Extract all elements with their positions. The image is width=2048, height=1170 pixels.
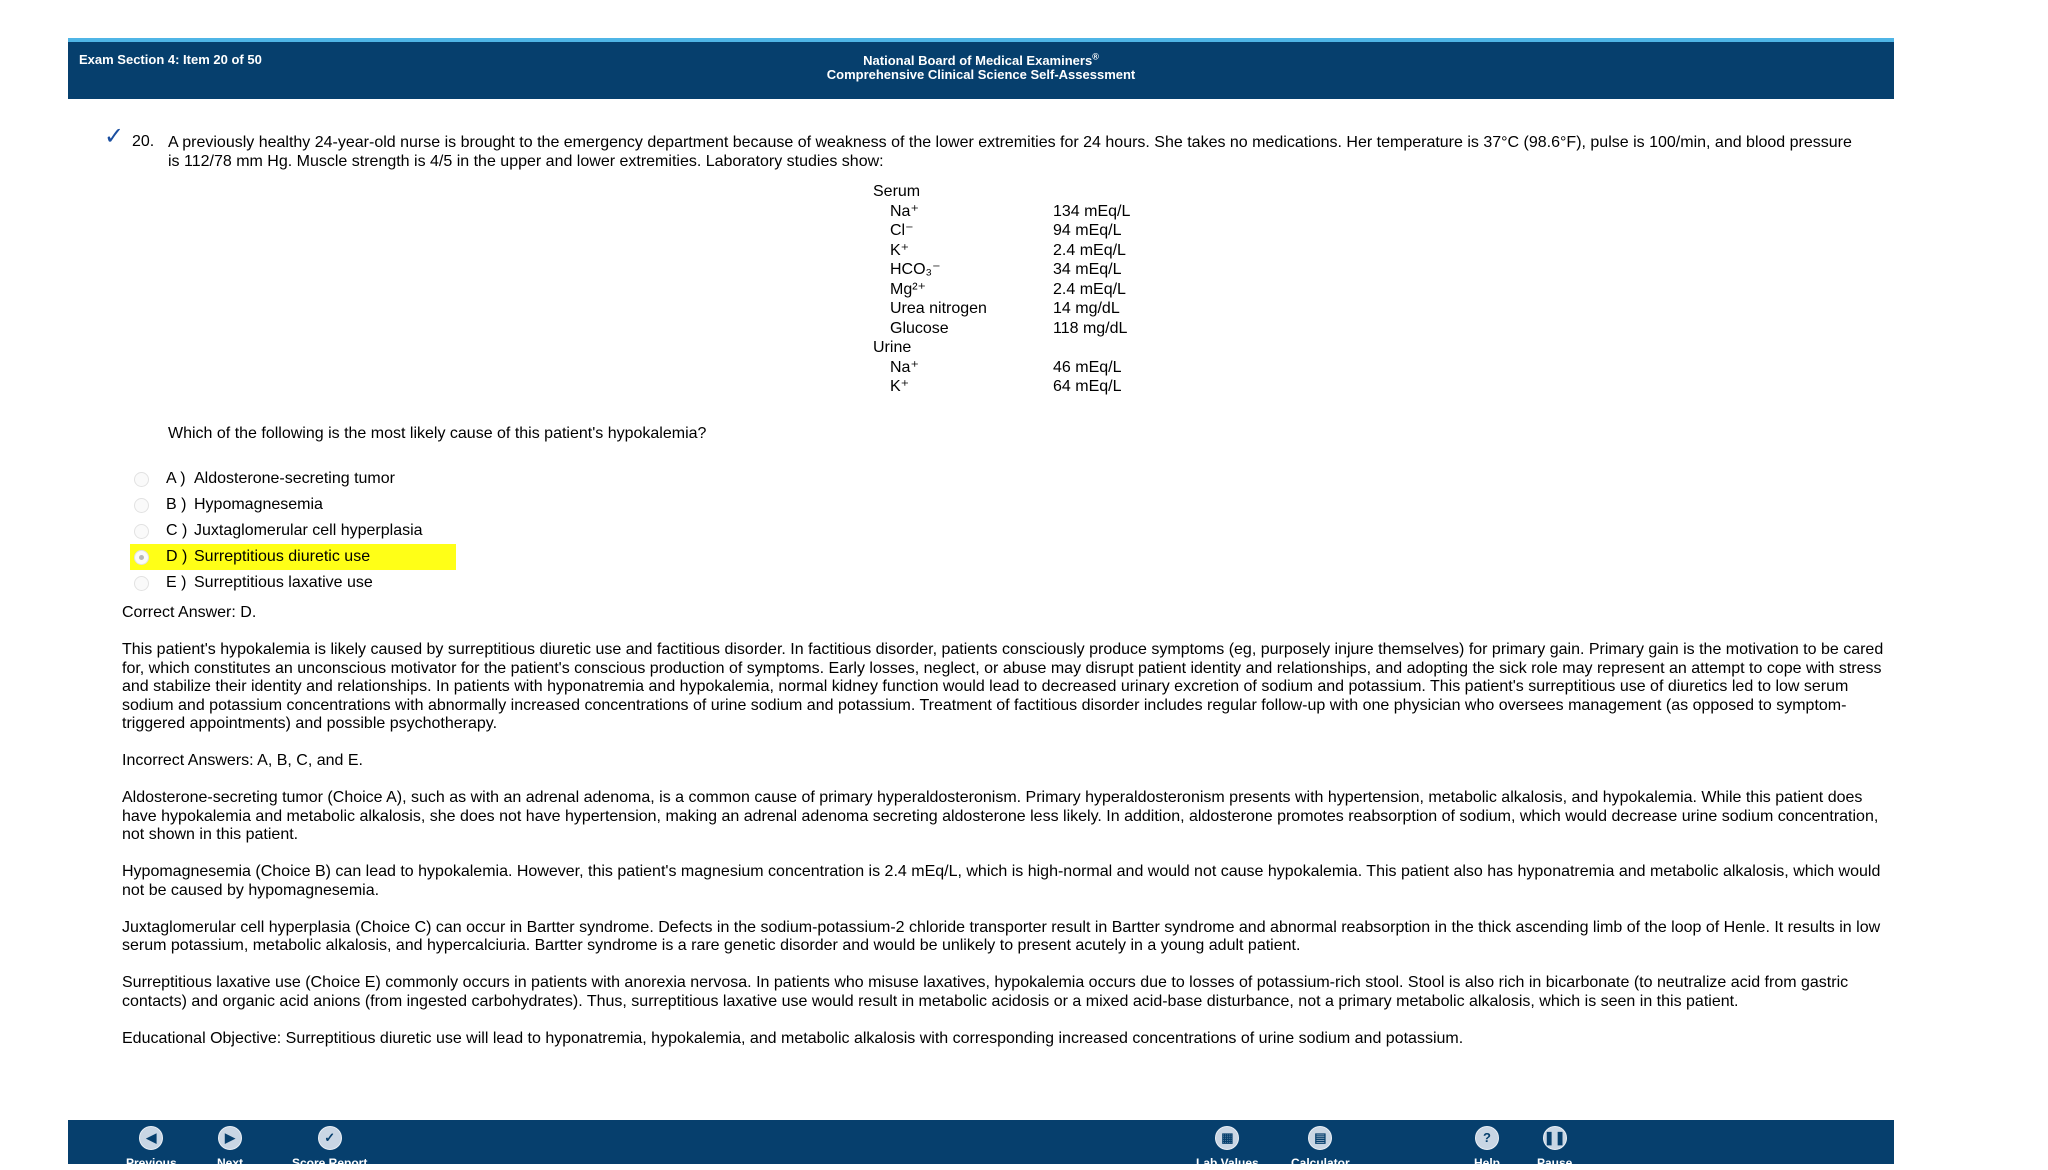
explanation-choice-e: Surreptitious laxative use (Choice E) commonly occurs in patients with anorexia nervosa. In patients who misuse laxatives, hypokalemia occurs due to losses of potassium-rich stool. Stool is also rich in bicarbonate (to neutralize acid from gastric contacts) and organic acid anions (from ingested carbohydrates). Thus, surreptitious laxative use would result in metabolic acidosis or a mixed acid-base disturbance, not a primary metabolic alkalosis, which is seen in this patient. bbox=[122, 974, 1849, 1010]
question-prompt: Which of the following is the most likely cause of this patient's hypokalemia? bbox=[168, 425, 707, 442]
explanation-choice-c: Juxtaglomerular cell hyperplasia (Choice C) can occur in Bartter syndrome. Defects in the sodium-potassium-2 chloride transporter result in Bartter syndrome and abnormal reabsorption in the thick ascending limb of the loop of Henle. It results in low serum potassium, metabolic alkalosis, and hypercalciuria. Bartter syndrome is a rare genetic disorder and would be unlikely to present acutely in a young adult patient. bbox=[122, 918, 1881, 954]
pause-icon: ❚❚ bbox=[1543, 1126, 1567, 1150]
explanation bbox=[122, 604, 1890, 1067]
help-button[interactable]: ? Help bbox=[1474, 1126, 1500, 1170]
lab-flask-icon: ▦ bbox=[1215, 1126, 1239, 1150]
radio-button[interactable] bbox=[134, 524, 149, 539]
explanation-choice-b: Hypomagnesemia (Choice B) can lead to hypokalemia. However, this patient's magnesium concentration is 2.4 mEq/L, which is high-normal and would not cause hypokalemia. This patient also has hyponatremia and metabolic alkalosis, which would not be caused by hypomagnesemia. bbox=[122, 863, 1881, 899]
question-icon: ? bbox=[1475, 1126, 1499, 1150]
lab-group-serum: Serum bbox=[873, 183, 921, 200]
question-stem: A previously healthy 24-year-old nurse is brought to the emergency department because of weakness of the lower extremities for 24 hours. She takes no medications. Her temperature is 37°C (98.6°F), pulse is 100/min, and blood pressure is 112/78 mm Hg. Muscle strength is 4/5 in the upper and lower extremities. Laboratory studies show: bbox=[168, 134, 1852, 170]
previous-button[interactable]: ◀ Previous bbox=[126, 1126, 177, 1170]
radio-button[interactable] bbox=[134, 576, 149, 591]
answer-option-e[interactable]: E ) Surreptitious laxative use bbox=[130, 570, 456, 596]
radio-button-selected[interactable] bbox=[134, 550, 149, 565]
correct-answer: Correct Answer: D. bbox=[122, 604, 257, 621]
exam-header bbox=[68, 38, 1894, 99]
answered-check-icon: ✓ bbox=[104, 123, 125, 150]
org-name: National Board of Medical Examiners bbox=[863, 53, 1093, 68]
educational-objective: Educational Objective: Surreptitious diuretic use will lead to hyponatremia, hypokalemia, and metabolic alkalosis with corresponding increased concentrations of urine sodium and potassium. bbox=[122, 1029, 1464, 1047]
explanation-choice-a: Aldosterone-secreting tumor (Choice A), such as with an adrenal adenoma, is a common cause of primary hyperaldosteronism. Primary hyperaldosteronism presents with hypertension, metabolic alkalosis, and hypokalemia. While this patient does have hypokalemia and metabolic alkalosis, she does not have hypertension, making an adrenal adenoma secreting aldosterone less likely. In addition, aldosterone promotes reabsorption of sodium, which would decrease urine sodium concentration, not shown in this patient. bbox=[122, 789, 1879, 843]
answer-option-c[interactable]: C ) Juxtaglomerular cell hyperplasia bbox=[130, 518, 456, 544]
answer-option-b[interactable]: B ) Hypomagnesemia bbox=[130, 492, 456, 518]
exam-title bbox=[68, 51, 1894, 82]
answer-options bbox=[130, 466, 456, 596]
pause-button[interactable]: ❚❚ Pause bbox=[1537, 1126, 1572, 1170]
calculator-icon: ▤ bbox=[1308, 1126, 1332, 1150]
registered-mark: ® bbox=[1092, 51, 1099, 62]
chevron-right-icon: ▶ bbox=[218, 1126, 242, 1150]
check-circle-icon: ✓ bbox=[318, 1126, 342, 1150]
lab-values-button[interactable]: ▦ Lab Values bbox=[1196, 1126, 1259, 1170]
score-report-button[interactable]: ✓ Score Report bbox=[292, 1126, 367, 1170]
question-number: 20. bbox=[132, 133, 155, 150]
explanation-paragraph: This patient's hypokalemia is likely caused by surreptitious diuretic use and factitious disorder. In factitious disorder, patients consciously produce symptoms (eg, purposely injure themselves) for primary gain. Primary gain is the motivation to be cared for, which constitutes an unconscious motivator for the patient's conscious production of symptoms. Early losses, neglect, or abuse may disrupt patient identity and relationships, and adopting the sick role may represent an attempt to cope with stress and stabilize their identity and relationships. In patients with hyponatremia and hypokalemia, normal kidney function would lead to decreased urinary excretion of sodium and potassium. This patient's surreptitious use of diuretics led to low serum sodium and potassium concentrations with abnormally increased concentrations of urine sodium and potassium. Treatment of factitious disorder includes regular follow-up with one physician who oversees management (as opposed to symptom-triggered appointments) and possible psychotherapy. bbox=[122, 641, 1884, 732]
lab-group-urine: Urine bbox=[873, 339, 912, 356]
section-indicator: Exam Section 4: Item 20 of 50 bbox=[79, 52, 262, 67]
radio-button[interactable] bbox=[134, 498, 149, 513]
answer-option-d[interactable]: D ) Surreptitious diuretic use bbox=[130, 544, 456, 570]
next-button[interactable]: ▶ Next bbox=[217, 1126, 243, 1170]
answer-option-a[interactable]: A ) Aldosterone-secreting tumor bbox=[130, 466, 456, 492]
exam-name: Comprehensive Clinical Science Self-Assessment bbox=[826, 67, 1136, 82]
bottom-toolbar bbox=[68, 1120, 1894, 1170]
incorrect-answers: Incorrect Answers: A, B, C, and E. bbox=[122, 752, 363, 769]
radio-button[interactable] bbox=[134, 472, 149, 487]
calculator-button[interactable]: ▤ Calculator bbox=[1291, 1126, 1350, 1170]
chevron-left-icon: ◀ bbox=[139, 1126, 163, 1150]
